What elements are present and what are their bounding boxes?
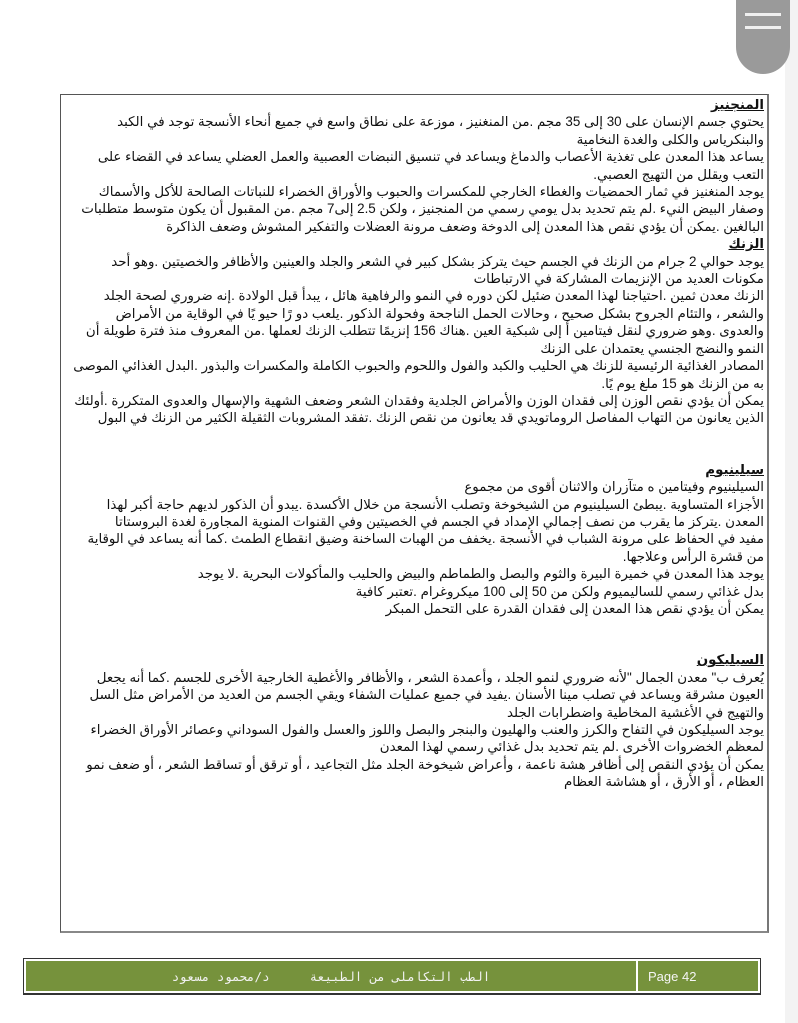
paragraph: يمكن أن يؤدي نقص هذا المعدن إلى فقدان القدرة على التحمل المبكر [385,600,764,616]
paragraph: يوجد حوالي 2 جرام من الزنك في الجسم حيث يتركز بشكل كبير في الشعر والجلد والعينين والأظافر والخصيتين .وهو أحد مكونات العديد من الإنزيمات المشاركة في الارتباطات [111,253,764,287]
page-footer [23,958,761,995]
section-heading: سيلينيوم [705,461,764,477]
menu-button[interactable] [736,0,790,74]
section-heading: السيليكون [696,652,764,668]
section-selenium [68,461,764,618]
paragraph: الأجزاء المتساوية .يبطئ السيلينيوم من الشيخوخة وتصلب الأنسجة من خلال الأكسدة .يبدو أن الذكور لديهم حاجة أكبر لهذا المعدن .يتركز ما يقرب من نصف إجمالي الإمداد في الجسم في الخصيتين وفي القنوات المنوية المجاورة لغدة البروستاتا [106,496,764,529]
paragraph: يمكن أن يؤدي النقص إلى أظافر هشة ناعمة ، وأعراض شيخوخة الجلد مثل التجاعيد ، أو ترقق أو تساقط الشعر ، أو ضعف نمو العظام ، أو الأرق ، أو هشاشة العظام [86,756,764,790]
paragraph: يُعرف ب" معدن الجمال "لأنه ضروري لنمو الجلد ، وأعمدة الشعر ، والأظافر والأغطية الخارجية الأخرى للجسم .كما أنه يجعل العيون مشرقة ويساعد في تصلب مينا الأسنان .يفيد في جميع عمليات الشفاء ويقي الجسم من العديد من الأمراض مثل السل والتهيج في الأغشية المخاطية واضطرابات الجلد [89,669,764,720]
paragraph: يوجد المنغنيز في ثمار الحمضيات والغطاء الخارجي للمكسرات والحبوب والأوراق الخضراء للنباتات الصالحة للأكل والأسماك وصفار البيض النيء .لم يتم تحديد بدل يومي رسمي من المنجنيز ، ولكن 2.5 إلى7 مجم .من المقبول أن يكون متوسط متطلبات البالغين .يمكن أن يؤدي نقص هذا المعدن إلى الدوخة وضعف مرونة العضلات والتفكير المشوش وضعف الذاكرة [81,184,764,234]
right-scroll-gutter [785,0,798,1023]
document-body [68,96,764,791]
footer-book-title: الطب التكاملى من الطبيعة [309,968,491,984]
section-manganese [68,96,764,235]
section-heading: المنجنيز [711,97,764,112]
paragraph: يمكن أن يؤدي نقص الوزن إلى فقدان الوزن والأمراض الجلدية وفقدان الشعر وضعف الشهية والإسهال والعدوى المتكررة .أولئك الذين يعانون من التهاب المفاصل الروماتويدي قد يعانون من نقص الزنك .تفقد المشروبات الثقيلة الكثير من الزنك في البول [74,392,764,426]
paragraph: يوجد هذا المعدن في خميرة البيرة والثوم والبصل والطماطم والبيض والحليب والمأكولات البحرية .لا يوجد [197,566,764,582]
spacer [68,617,764,651]
paragraph: يساعد هذا المعدن على تغذية الأعصاب والدماغ ويساعد في تنسيق النبضات العصبية والعمل العضلي يساعد في القضاء على التعب ويقلل من التهيج العصبي. [97,149,764,182]
spacer [68,427,764,461]
section-heading: الزنك [728,236,764,252]
paragraph: يحتوي جسم الإنسان على 30 إلى 35 مجم .من المنغنيز ، موزعة على نطاق واسع في جميع أنحاء الأنسجة توجد في الكبد والبنكرياس والكلى والغدة النخامية [117,114,764,147]
page-number: Page 42 [638,961,758,991]
paragraph: مفيد في الحفاظ على مرونة الشباب في الأنسجة .يخفف من الهبات الساخنة وضيق انقطاع الطمث .كما أنه يساعد في الوقاية من قشرة الرأس وعلاجها. [87,531,764,564]
paragraph: بدل غذائي رسمي للساليميوم ولكن من 50 إلى 100 ميكروغرام .تعتبر كافية [355,583,764,599]
hamburger-menu-icon-bar [745,26,781,29]
paragraph: المصادر الغذائية الرئيسية للزنك هي الحليب والكبد والفول واللحوم والحبوب الكاملة والمكسرات والبذور .البدل الغذائي الموصى به من الزنك هو 15 ملغ يوم يًا. [73,358,764,391]
footer-title-bar [26,961,636,991]
section-zinc [68,235,764,426]
hamburger-menu-icon [745,13,781,16]
paragraph: السيلينيوم وفيتامين ه متآزران والاثنان أقوى من مجموع [464,479,764,495]
footer-author: د/محمود مسعود [171,968,270,984]
paragraph: يوجد السيليكون في التفاح والكرز والعنب والهليون والبنجر والبصل واللوز والعسل والفول السوداني وعصائر الأوراق الخضراء لمعظم الخضروات الأخرى .لم يتم تحديد بدل غذائي رسمي لهذا المعدن [90,722,764,755]
paragraph: الزنك معدن ثمين .احتياجنا لهذا المعدن ضئيل لكن دوره في النمو والرفاهية هائل ، يبدأ قبل الولادة .إنه ضروري لصحة الجلد والشعر ، والتئام الجروح بشكل صحيح ، وحالات الحمل الناجحة وفحولة الذكور .يلعب دو رًا حيو يًا في الوقاية من الأمراض والعدوى .وهو ضروري لنقل فيتامين أ إلى شبكية العين .هناك 156 إنزيمًا تتطلب الزنك لعملها .من المعروف منذ فترة طويلة أن النمو والنضج الجنسي يعتمدان على الزنك [85,288,764,356]
section-silicon [68,651,764,790]
